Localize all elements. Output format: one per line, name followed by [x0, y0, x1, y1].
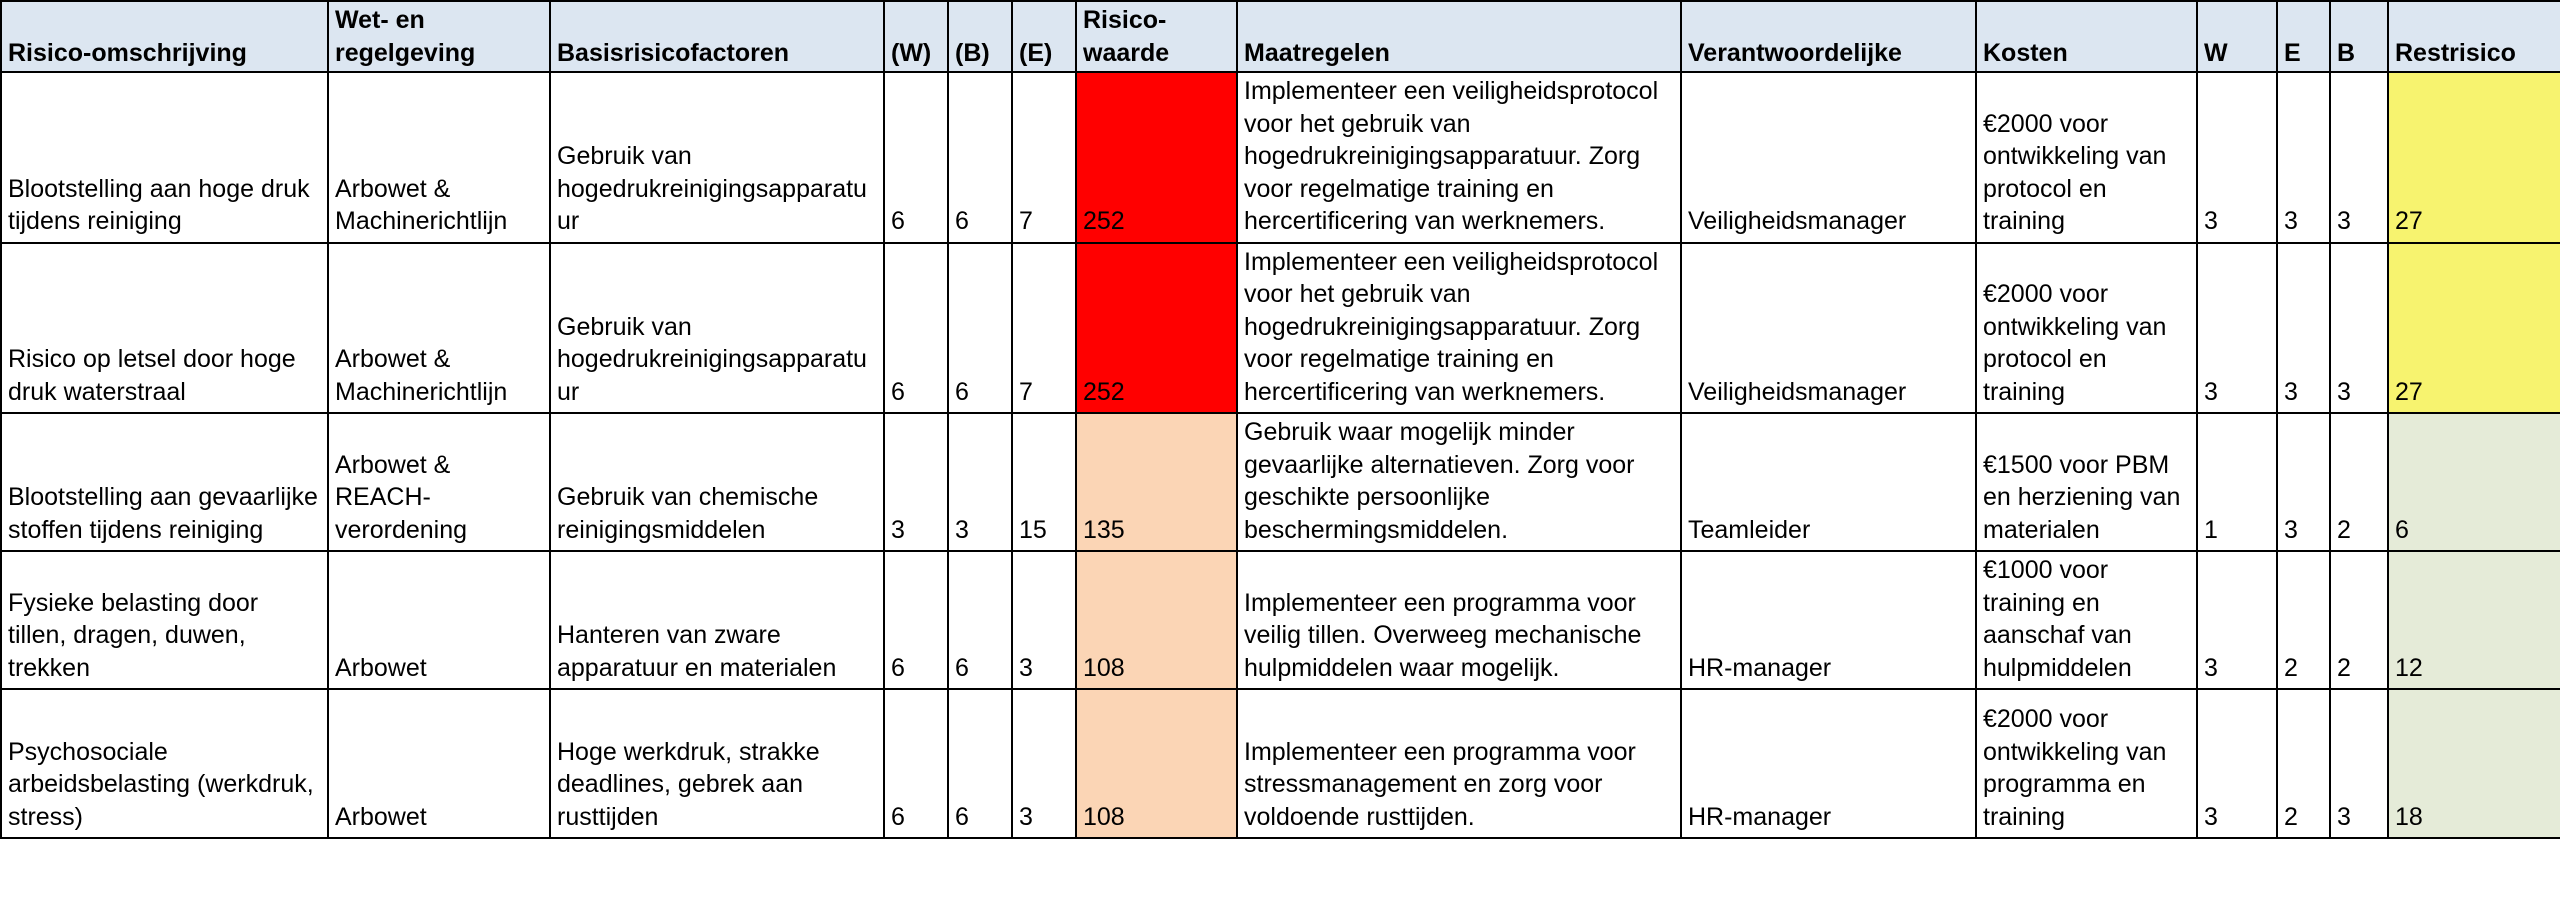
table-row[interactable]	[1, 551, 2560, 689]
column-header-restrisico[interactable]: Restrisico	[2388, 1, 2560, 72]
cell-e[interactable]: 7	[1012, 72, 1076, 243]
cell-basisrisicofactoren[interactable]: Gebruik van hogedrukreinigingsapparatuur	[550, 243, 884, 414]
cell-restrisico[interactable]: 12	[2388, 551, 2560, 689]
cell-e[interactable]: 7	[1012, 243, 1076, 414]
cell-e[interactable]: 3	[1012, 689, 1076, 838]
table-row[interactable]	[1, 413, 2560, 551]
column-header-maatregelen[interactable]: Maatregelen	[1237, 1, 1681, 72]
cell-basisrisicofactoren[interactable]: Gebruik van hogedrukreinigingsapparatuur	[550, 72, 884, 243]
cell-risicowaarde[interactable]: 135	[1076, 413, 1237, 551]
cell-w[interactable]: 6	[884, 72, 948, 243]
column-header-kosten[interactable]: Kosten	[1976, 1, 2197, 72]
table-header	[1, 1, 2560, 72]
cell-b[interactable]: 6	[948, 72, 1012, 243]
cell-w[interactable]: 6	[884, 689, 948, 838]
cell-risicowaarde[interactable]: 252	[1076, 243, 1237, 414]
cell-basisrisicofactoren[interactable]: Hoge werkdruk, strakke deadlines, gebrek aan rusttijden	[550, 689, 884, 838]
cell-kosten[interactable]: €2000 voor ontwikkeling van programma en training	[1976, 689, 2197, 838]
column-header-w[interactable]: (W)	[884, 1, 948, 72]
cell-residual-e[interactable]: 2	[2277, 689, 2330, 838]
cell-residual-e[interactable]: 3	[2277, 413, 2330, 551]
cell-residual-b[interactable]: 2	[2330, 413, 2388, 551]
cell-basisrisicofactoren[interactable]: Gebruik van chemische reinigingsmiddelen	[550, 413, 884, 551]
cell-risico-omschrijving[interactable]: Fysieke belasting door tillen, dragen, duwen, trekken	[1, 551, 328, 689]
column-header-residual-b[interactable]: B	[2330, 1, 2388, 72]
cell-residual-e[interactable]: 2	[2277, 551, 2330, 689]
column-header-risicowaarde[interactable]: Risico-waarde	[1076, 1, 1237, 72]
cell-b[interactable]: 6	[948, 551, 1012, 689]
cell-risico-omschrijving[interactable]: Blootstelling aan hoge druk tijdens reiniging	[1, 72, 328, 243]
cell-kosten[interactable]: €1000 voor training en aanschaf van hulpmiddelen	[1976, 551, 2197, 689]
cell-e[interactable]: 15	[1012, 413, 1076, 551]
cell-verantwoordelijke[interactable]: Teamleider	[1681, 413, 1976, 551]
cell-risicowaarde[interactable]: 108	[1076, 689, 1237, 838]
column-header-basisrisicofactoren[interactable]: Basisrisicofactoren	[550, 1, 884, 72]
cell-maatregelen[interactable]: Implementeer een veiligheidsprotocol voor het gebruik van hogedrukreinigingsapparatuur. Zorg voor regelmatige training en hercertificering van werknemers.	[1237, 243, 1681, 414]
column-header-risico-omschrijving[interactable]: Risico-omschrijving	[1, 1, 328, 72]
cell-maatregelen[interactable]: Gebruik waar mogelijk minder gevaarlijke alternatieven. Zorg voor geschikte persoonlijke beschermingsmiddelen.	[1237, 413, 1681, 551]
cell-residual-b[interactable]: 2	[2330, 551, 2388, 689]
table-row[interactable]	[1, 72, 2560, 243]
cell-risico-omschrijving[interactable]: Psychosociale arbeidsbelasting (werkdruk, stress)	[1, 689, 328, 838]
cell-residual-w[interactable]: 3	[2197, 72, 2277, 243]
cell-risicowaarde[interactable]: 108	[1076, 551, 1237, 689]
cell-residual-w[interactable]: 3	[2197, 243, 2277, 414]
column-header-verantwoordelijke[interactable]: Verantwoordelijke	[1681, 1, 1976, 72]
cell-risico-omschrijving[interactable]: Risico op letsel door hoge druk waterstraal	[1, 243, 328, 414]
header-row	[1, 1, 2560, 72]
cell-kosten[interactable]: €2000 voor ontwikkeling van protocol en training	[1976, 243, 2197, 414]
cell-w[interactable]: 6	[884, 551, 948, 689]
cell-residual-b[interactable]: 3	[2330, 689, 2388, 838]
cell-verantwoordelijke[interactable]: Veiligheidsmanager	[1681, 243, 1976, 414]
cell-kosten[interactable]: €1500 voor PBM en herziening van materialen	[1976, 413, 2197, 551]
cell-restrisico[interactable]: 27	[2388, 72, 2560, 243]
cell-risico-omschrijving[interactable]: Blootstelling aan gevaarlijke stoffen tijdens reiniging	[1, 413, 328, 551]
cell-w[interactable]: 3	[884, 413, 948, 551]
cell-b[interactable]: 6	[948, 689, 1012, 838]
cell-restrisico[interactable]: 6	[2388, 413, 2560, 551]
cell-residual-e[interactable]: 3	[2277, 243, 2330, 414]
cell-verantwoordelijke[interactable]: HR-manager	[1681, 689, 1976, 838]
column-header-wet-en-regelgeving[interactable]: Wet- en regelgeving	[328, 1, 550, 72]
cell-basisrisicofactoren[interactable]: Hanteren van zware apparatuur en materialen	[550, 551, 884, 689]
cell-wet-en-regelgeving[interactable]: Arbowet & Machinerichtlijn	[328, 243, 550, 414]
cell-wet-en-regelgeving[interactable]: Arbowet & REACH-verordening	[328, 413, 550, 551]
cell-maatregelen[interactable]: Implementeer een veiligheidsprotocol voor het gebruik van hogedrukreinigingsapparatuur. Zorg voor regelmatige training en hercertificering van werknemers.	[1237, 72, 1681, 243]
cell-residual-w[interactable]: 1	[2197, 413, 2277, 551]
cell-risicowaarde[interactable]: 252	[1076, 72, 1237, 243]
cell-residual-w[interactable]: 3	[2197, 689, 2277, 838]
column-header-b[interactable]: (B)	[948, 1, 1012, 72]
cell-wet-en-regelgeving[interactable]: Arbowet	[328, 551, 550, 689]
cell-e[interactable]: 3	[1012, 551, 1076, 689]
cell-maatregelen[interactable]: Implementeer een programma voor stressmanagement en zorg voor voldoende rusttijden.	[1237, 689, 1681, 838]
cell-residual-w[interactable]: 3	[2197, 551, 2277, 689]
column-header-residual-e[interactable]: E	[2277, 1, 2330, 72]
cell-verantwoordelijke[interactable]: HR-manager	[1681, 551, 1976, 689]
table-row[interactable]	[1, 689, 2560, 838]
cell-b[interactable]: 3	[948, 413, 1012, 551]
cell-b[interactable]: 6	[948, 243, 1012, 414]
table-row[interactable]	[1, 243, 2560, 414]
cell-kosten[interactable]: €2000 voor ontwikkeling van protocol en training	[1976, 72, 2197, 243]
cell-maatregelen[interactable]: Implementeer een programma voor veilig tillen. Overweeg mechanische hulpmiddelen waar mogelijk.	[1237, 551, 1681, 689]
cell-residual-b[interactable]: 3	[2330, 243, 2388, 414]
cell-wet-en-regelgeving[interactable]: Arbowet	[328, 689, 550, 838]
column-header-residual-w[interactable]: W	[2197, 1, 2277, 72]
table-body	[1, 72, 2560, 838]
cell-verantwoordelijke[interactable]: Veiligheidsmanager	[1681, 72, 1976, 243]
cell-w[interactable]: 6	[884, 243, 948, 414]
cell-wet-en-regelgeving[interactable]: Arbowet & Machinerichtlijn	[328, 72, 550, 243]
cell-residual-e[interactable]: 3	[2277, 72, 2330, 243]
cell-restrisico[interactable]: 27	[2388, 243, 2560, 414]
cell-restrisico[interactable]: 18	[2388, 689, 2560, 838]
cell-residual-b[interactable]: 3	[2330, 72, 2388, 243]
column-header-e[interactable]: (E)	[1012, 1, 1076, 72]
